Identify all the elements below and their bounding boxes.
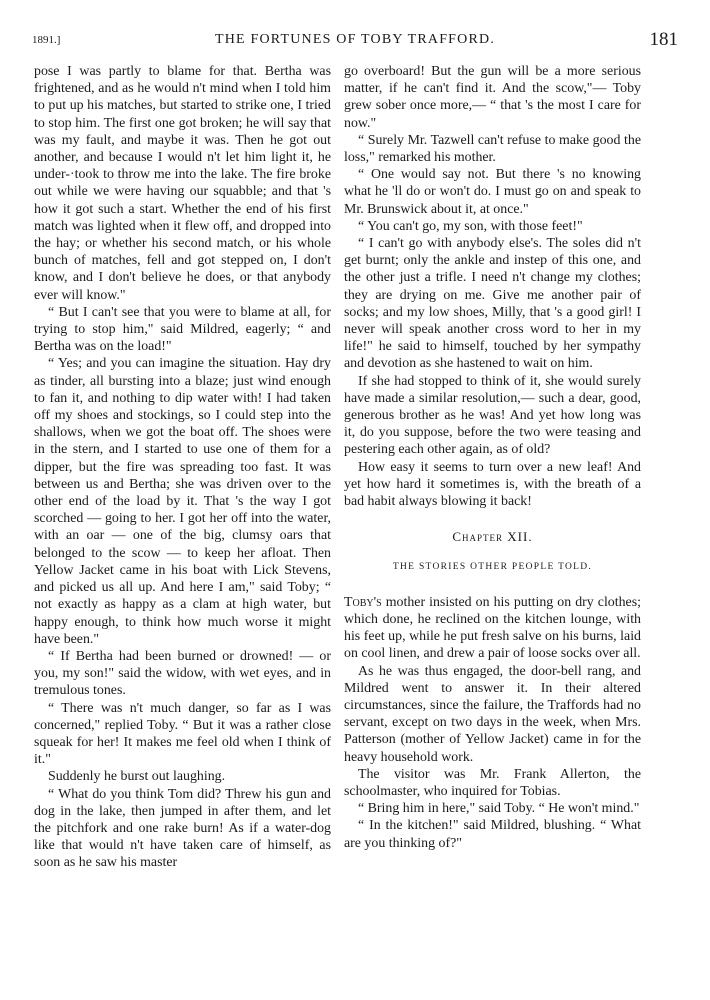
paragraph: If she had stopped to think of it, she would surely have made a similar resolution,— such a dear, good, generous brother as he was! And yet how long was it, do you suppose, before the two were teasing and pestering each other again, as of old?: [344, 373, 641, 458]
left-column: [34, 63, 331, 872]
paragraph: “ You can't go, my son, with those feet!": [358, 218, 583, 234]
chapter-first-paragraph: [344, 594, 641, 663]
header-title: THE FORTUNES OF TOBY TRAFFORD.: [214, 32, 496, 47]
chapter-lead-word: Toby's: [344, 594, 382, 610]
paragraph: The visitor was Mr. Frank Allerton, the schoolmaster, who inquired for Tobias.: [344, 766, 641, 799]
paragraph: “ In the kitchen!" said Mildred, blushing. “ What are you thinking of?": [344, 818, 641, 851]
header-year: 1891.]: [32, 34, 61, 46]
right-column: [344, 63, 641, 852]
chapter-heading-text: Chapter XII.: [452, 529, 533, 545]
chapter-heading: [344, 528, 641, 545]
paragraph: “ What do you think Tom did? Threw his gun and dog in the lake, then jumped in after them, and let the pitchfork and one rake burn! As if a water-dog like that would n't have taken care of himself, as soon as he saw his master: [34, 786, 331, 871]
paragraph: “ If Bertha had been burned or drowned! — or you, my son!" said the widow, with wet eyes, and in tremulous tones.: [34, 648, 331, 699]
chapter-subtitle: THE STORIES OTHER PEOPLE TOLD.: [392, 562, 593, 573]
paragraph: As he was thus engaged, the door-bell rang, and Mildred went to answer it. In their altered circumstances, since the failure, the Traffords had no servant, except on two days in the week, when Mrs. Patterson (mother of Yellow Jacket) came in for the heavy household work.: [344, 663, 641, 765]
paragraph: “ One would say not. But there 's no knowing what he 'll do or won't do. I must go on and speak to Mr. Brunswick about it, at once.": [344, 167, 641, 217]
paragraph: How easy it seems to turn over a new leaf! And yet how hard it sometimes is, with the breath of a bad habit always blowing it back!: [344, 459, 641, 510]
paragraph: “ I can't go with anybody else's. The soles did n't get burnt; only the ankle and instep of this one, and the other just a trifle. I need n't change my clothes; they are drying on me. Give me another pair of socks; and my low shoes, Milly, that 's a good girl! I never will speak another cross word to her in my life!" he said to himself, touched by her sympathy and devotion as she hastened to wait on him.: [344, 236, 641, 372]
paragraph: Suddenly he burst out laughing.: [48, 769, 226, 785]
page-number: 181: [649, 29, 678, 50]
paragraph: “ But I can't see that you were to blame at all, for trying to stop him," said Mildred, eagerly; “ and Bertha was on the load!": [34, 304, 331, 355]
chapter-first-paragraph-text: mother insisted on his putting on dry clothes; which done, he reclined on the kitchen lounge, with his feet up, while he put fresh salve on his burns, laid on cool linen, and drew a pair of loose socks over all.: [344, 594, 641, 662]
paragraph: pose I was partly to blame for that. Bertha was frightened, and as he would n't mind when I told him to put up his matches, but started to strike one, I tried to stop him. The first one got broken; he will say that was my fault, and maybe it was. Then he got out another, and because I would n't let him light it, he under-·took to throw me into the lake. The fire broke out while we were having our squabble; and that 's how it got such a start. Whether the end of his first match was lighted when it flew off, and dropped into the hay; or whether his second match, or his whole bunch of matches, fell and got stepped on, I don't know, and I don't believe he does, or that anybody ever will know.": [34, 64, 331, 303]
paragraph: “ There was n't much danger, so far as I was concerned," replied Toby. “ But it was a rather close squeak for her! It makes me feel old when I think of it.": [34, 700, 331, 768]
running-header: [32, 30, 678, 52]
paragraph: “ Surely Mr. Tazwell can't refuse to make good the loss," remarked his mother.: [344, 132, 641, 166]
paragraph: “ Bring him in here," said Toby. “ He won't mind.": [358, 801, 640, 817]
paragraph: go overboard! But the gun will be a more serious matter, if he can't find it. And the scow,"— Toby grew sober once more,— “ that 's the most I care for now.": [344, 64, 641, 131]
paragraph: “ Yes; and you can imagine the situation. Hay dry as tinder, all bursting into a blaze; just wind enough to fan it, and nothing to dip water with! I had taken off my shoes and stockings, so I could step into the shallows, when we got the boat off. The shoes were in the stern, and I started to use one of them for a dipper, but the fire was spreading too fast. It was between us and Bertha; she was driven over to the other end of the load by it. That 's the way I got scorched — going to her. I got her off into the water, with an oar — one of the big, clumsy oars that belonged to the scow — to keep her afloat. Then Yellow Jacket came in his boat with Lick Stevens, and picked us all up. And here I am," said Toby; “ not exactly as happy as a clam at high water, but happy enough, to think how much worse it might have been.": [34, 356, 331, 647]
